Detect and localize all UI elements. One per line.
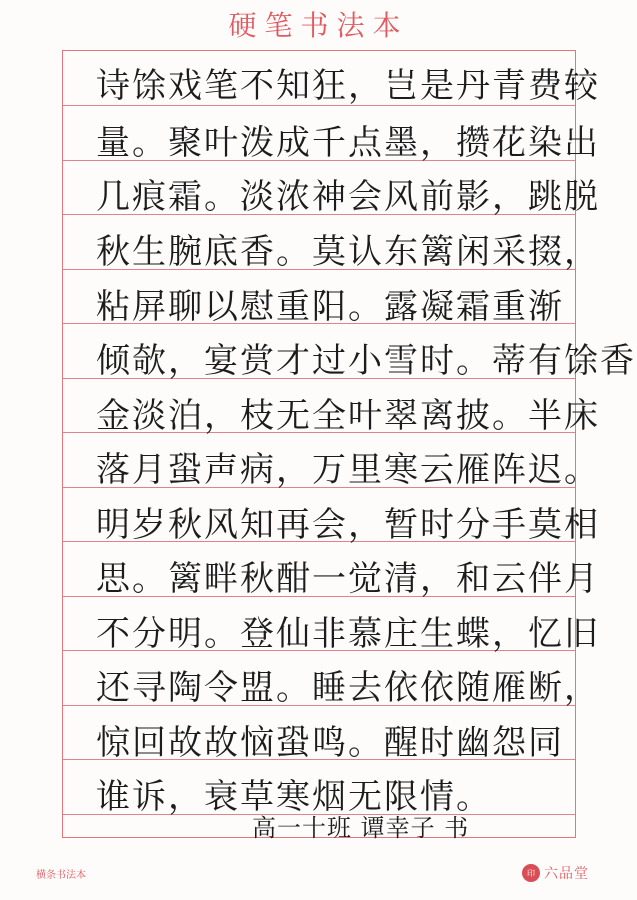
page-title: 硬笔书法本 (228, 9, 409, 42)
seal-icon: 印 (522, 864, 540, 882)
poem-line: 思。篱畔秋酣一觉清，和云伴月 (96, 559, 600, 599)
poem-line: 明岁秋风知再会，暂时分手莫相 (96, 505, 600, 545)
poem-line: 不分明。登仙非慕庄生蝶，忆旧 (96, 614, 600, 654)
footer-label: 横条书法本 (36, 870, 86, 881)
poem-line: 金淡泊，枝无全叶翠离披。半床 (96, 396, 600, 436)
poem-line: 秋生腕底香。莫认东篱闲采掇， (96, 232, 600, 272)
poem-line: 谁诉，衰草寒烟无限情。 (96, 777, 492, 817)
poem-line: 还寻陶令盟。睡去依依随雁断， (96, 668, 600, 708)
brand-mark (522, 864, 589, 882)
brand-name: 六品堂 (544, 866, 589, 882)
poem-line: 倾欹，宴赏才过小雪时。蒂有馀香 (96, 341, 636, 381)
poem-line: 落月蛩声病，万里寒云雁阵迟。 (96, 450, 600, 490)
signature: 高一十班 谭幸子 书 (252, 814, 470, 842)
poem-line: 诗馀戏笔不知狂，岂是丹青费较 (96, 66, 600, 106)
poem-line: 粘屏聊以慰重阳。露凝霜重渐 (96, 287, 564, 327)
lined-sheet (62, 50, 576, 838)
poem-line: 惊回故故恼蛩鸣。醒时幽怨同 (96, 723, 564, 763)
poem-line: 量。聚叶泼成千点墨，攒花染出 (96, 123, 600, 163)
poem-line: 几痕霜。淡浓神会风前影，跳脱 (96, 177, 600, 217)
